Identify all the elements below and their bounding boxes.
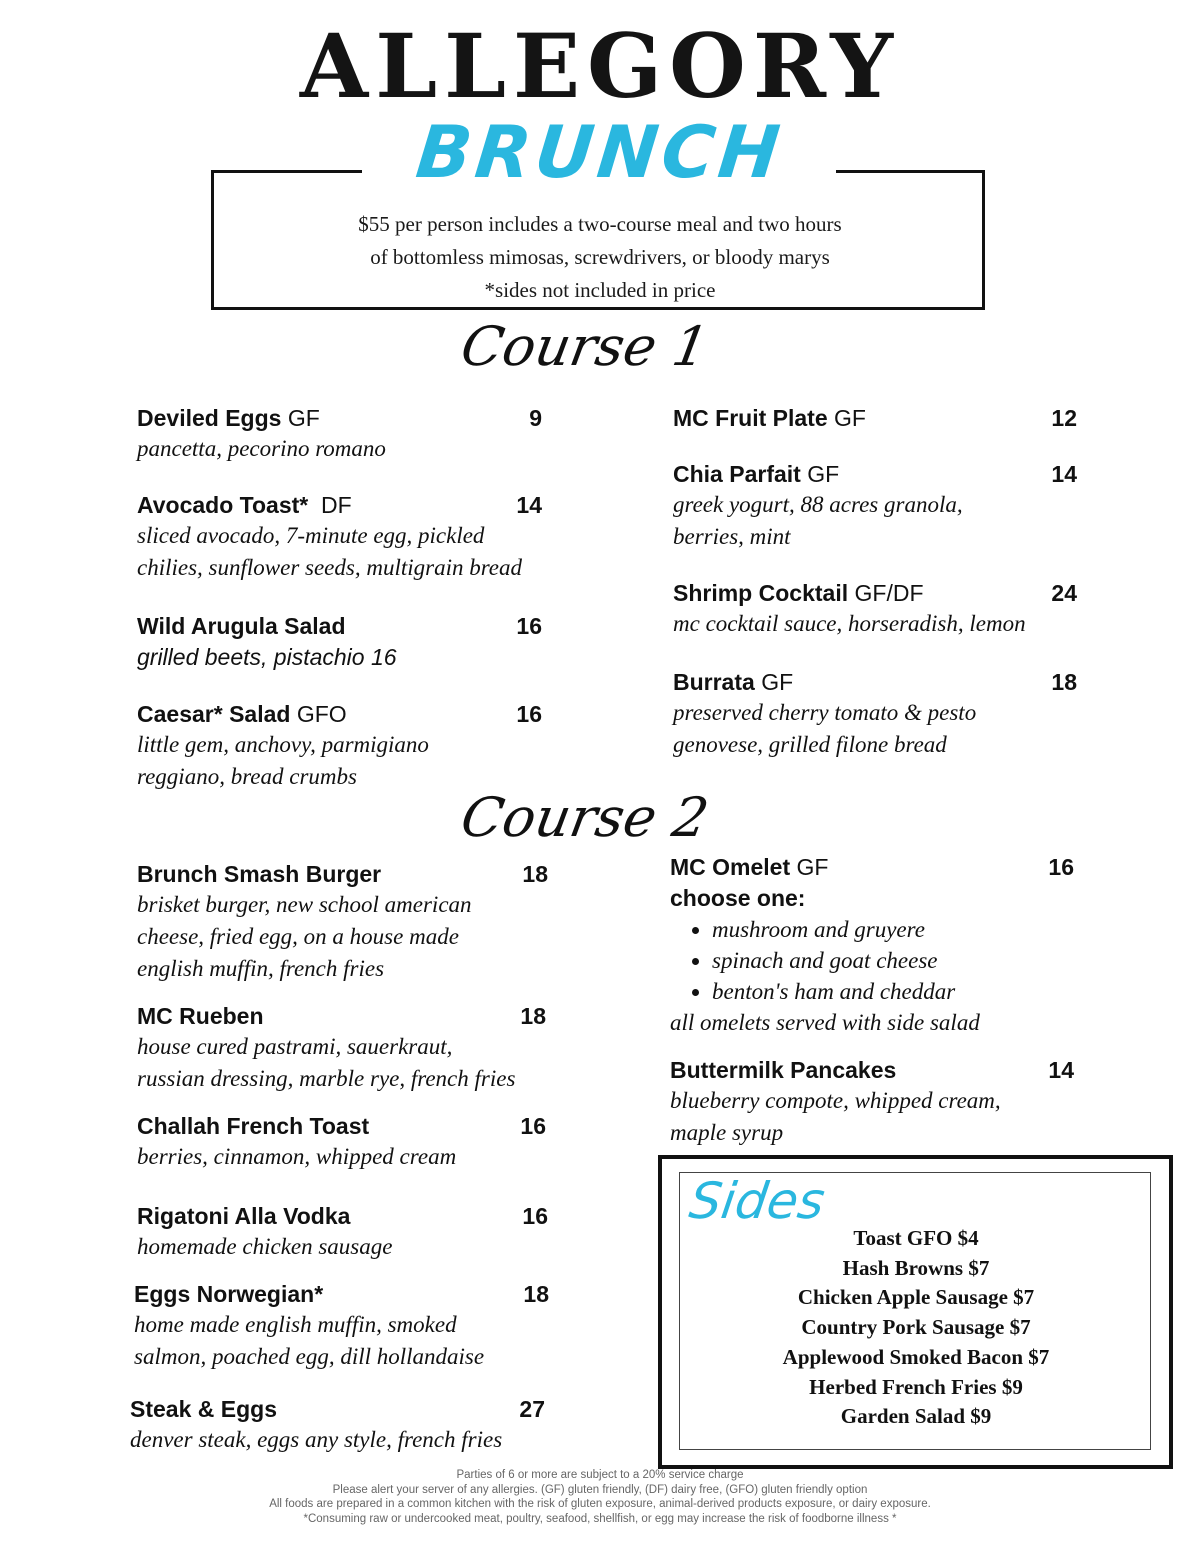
item-desc: preserved cherry tomato & pesto (673, 700, 977, 725)
footer-line: Parties of 6 or more are subject to a 20% service charge (456, 1469, 744, 1481)
item-desc: genovese, grilled filone bread (673, 732, 947, 757)
side-item: Applewood Smoked Bacon $7 (782, 1344, 1050, 1369)
brunch-title: BRUNCH (412, 110, 788, 194)
footer-line: *Consuming raw or undercooked meat, poultry, seafood, shellfish, or egg may increase the risk of foodborne illness * (303, 1512, 897, 1525)
item-price: 18 (523, 1281, 549, 1307)
pricing-line-2: of bottomless mimosas, screwdrivers, or bloody marys (370, 245, 830, 269)
item-name: Chia Parfait (673, 461, 801, 487)
item-tag: GFO (296, 701, 347, 727)
footer-line: All foods are prepared in a common kitchen with the risk of gluten exposure, animal-derived products exposure, or dairy exposure. (269, 1498, 931, 1511)
item-price: 27 (519, 1396, 545, 1422)
item-tag: GF (761, 669, 794, 695)
item-desc: chilies, sunflower seeds, multigrain bread (137, 555, 523, 580)
item-desc: denver steak, eggs any style, french fries (130, 1427, 503, 1452)
item-desc: berries, cinnamon, whipped cream (137, 1144, 457, 1169)
item-name: MC Rueben (137, 1003, 264, 1029)
omelet-choose-label: choose one: (670, 885, 806, 911)
item-name: Rigatoni Alla Vodka (137, 1203, 351, 1229)
item-name: Deviled Eggs (137, 405, 282, 431)
item-tag: GF (796, 854, 829, 880)
item-desc: homemade chicken sausage (137, 1234, 393, 1259)
item-name: MC Fruit Plate (673, 405, 828, 431)
item-desc: brisket burger, new school american (137, 892, 472, 917)
side-item: Country Pork Sausage $7 (801, 1315, 1031, 1340)
menu-item (137, 1111, 456, 1173)
item-price: 12 (1051, 405, 1077, 431)
sides-title: Sides (685, 1172, 829, 1230)
pricing-line-1: $55 per person includes a two-course meal and two hours (358, 212, 842, 236)
side-item: Herbed French Fries $9 (809, 1374, 1023, 1399)
item-tag: GF (834, 405, 866, 431)
item-price: 18 (1051, 669, 1077, 695)
item-name: MC Omelet (670, 854, 791, 880)
item-desc: blueberry compote, whipped cream, (670, 1088, 1001, 1113)
pricing-line-3: *sides not included in price (484, 278, 716, 302)
course-1-title: Course 1 (456, 315, 714, 378)
menu-item (137, 859, 472, 985)
footer-notes (0, 1468, 1200, 1526)
item-desc: little gem, anchovy, parmigiano (137, 732, 429, 757)
menu-item (137, 611, 397, 673)
item-name: Challah French Toast (137, 1113, 370, 1139)
item-price: 16 (516, 613, 542, 639)
sides-list (679, 1224, 1153, 1432)
item-name: Brunch Smash Burger (137, 861, 382, 887)
item-desc: mc cocktail sauce, horseradish, lemon (673, 611, 1026, 636)
item-price: 24 (1051, 580, 1077, 606)
menu-item (673, 578, 1026, 640)
item-name: Wild Arugula Salad (137, 613, 346, 639)
side-item: Toast GFO $4 (853, 1226, 979, 1250)
menu-item (130, 1394, 502, 1456)
item-price: 16 (522, 1203, 548, 1229)
omelet-options (670, 914, 980, 1007)
item-name: Burrata (673, 669, 755, 695)
item-desc: cheese, fried egg, on a house made (137, 924, 459, 949)
item-price: 18 (522, 861, 548, 887)
menu-item (670, 1055, 1001, 1149)
menu-item (137, 490, 522, 584)
item-price: 14 (516, 492, 542, 518)
item-desc: berries, mint (673, 524, 791, 549)
item-name: Eggs Norwegian* (134, 1281, 324, 1307)
item-tag: DF (321, 492, 352, 518)
menu-item (137, 1001, 515, 1095)
item-price: 16 (516, 701, 542, 727)
side-item: Chicken Apple Sausage $7 (797, 1285, 1035, 1310)
item-desc: english muffin, french fries (137, 956, 385, 981)
course-2-title: Course 2 (456, 786, 714, 849)
side-item: Garden Salad $9 (840, 1404, 992, 1429)
pricing-text (211, 208, 989, 307)
item-price: 16 (1048, 854, 1074, 880)
menu-item (134, 1279, 484, 1373)
item-price: 18 (520, 1003, 546, 1029)
item-desc: home made english muffin, smoked (134, 1312, 457, 1337)
item-name: Buttermilk Pancakes (670, 1057, 897, 1083)
item-name: Steak & Eggs (130, 1396, 277, 1422)
item-name: Avocado Toast* (137, 492, 309, 518)
item-price: 14 (1048, 1057, 1074, 1083)
item-desc: reggiano, bread crumbs (137, 764, 357, 789)
omelet-option: • mushroom and gruyere (712, 914, 980, 945)
menu-item (137, 699, 429, 793)
item-desc: house cured pastrami, sauerkraut, (137, 1034, 453, 1059)
item-desc: greek yogurt, 88 acres granola, (673, 492, 963, 517)
menu-item (673, 459, 963, 553)
menu-item (673, 667, 976, 761)
item-desc: pancetta, pecorino romano (137, 436, 386, 461)
item-tag: GF (807, 461, 840, 487)
item-desc: russian dressing, marble rye, french fries (137, 1066, 516, 1091)
omelet-item (670, 852, 980, 1039)
item-desc: maple syrup (670, 1120, 784, 1145)
menu-item (137, 1201, 392, 1263)
omelet-option: • benton's ham and cheddar (712, 976, 980, 1007)
menu-item (673, 403, 866, 433)
item-price: 16 (520, 1113, 546, 1139)
item-name: Caesar* Salad (137, 701, 291, 727)
brand-title: ALLEGORY (299, 14, 901, 118)
item-tag: GF/DF (854, 580, 924, 606)
omelet-note: all omelets served with side salad (670, 1010, 980, 1035)
footer-line: Please alert your server of any allergies. (GF) gluten friendly, (DF) dairy free, (GFO) gluten friendly option (332, 1483, 868, 1496)
item-tag: GF (287, 405, 320, 431)
item-desc: sliced avocado, 7-minute egg, pickled (137, 523, 485, 548)
item-price: 14 (1051, 461, 1077, 487)
item-desc: grilled beets, pistachio 16 (137, 644, 397, 670)
item-desc: salmon, poached egg, dill hollandaise (134, 1344, 485, 1369)
menu-item (137, 403, 386, 465)
omelet-option: • spinach and goat cheese (712, 945, 980, 976)
item-name: Shrimp Cocktail (673, 580, 849, 606)
item-price: 9 (529, 405, 542, 431)
side-item: Hash Browns $7 (842, 1255, 990, 1280)
